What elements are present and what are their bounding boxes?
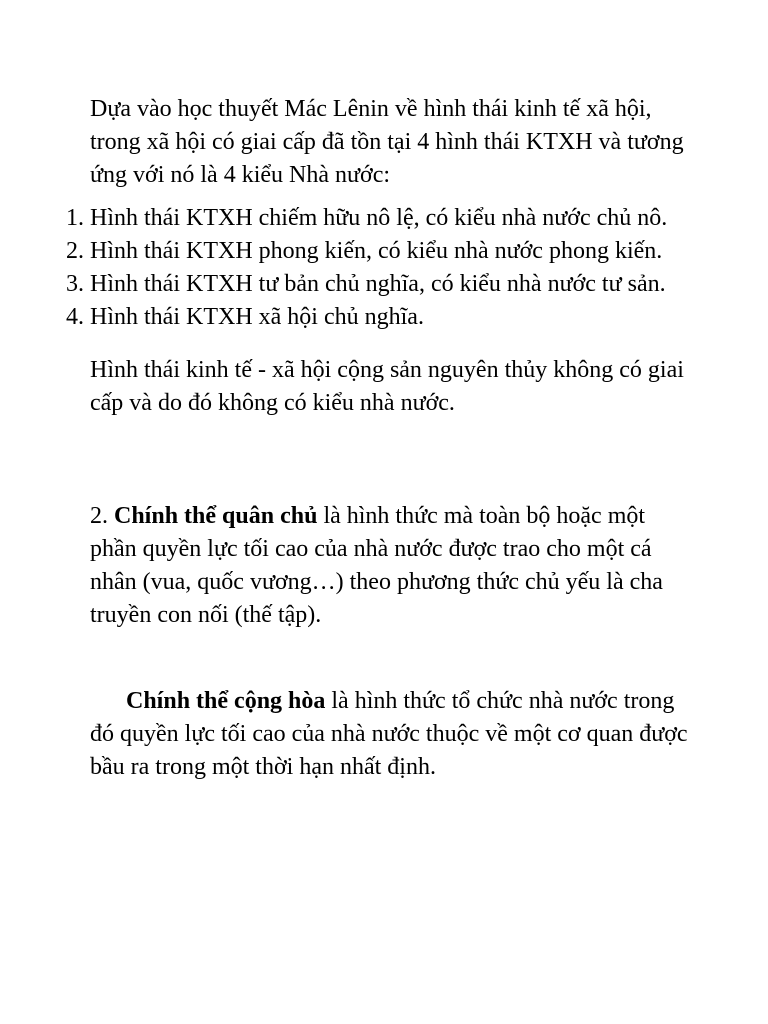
list-number: 1. <box>66 205 84 231</box>
list-number: 4. <box>66 304 84 330</box>
list-item-text: Hình thái KTXH phong kiến, có kiểu nhà nước phong kiến. <box>90 238 663 264</box>
state-types-list <box>66 202 690 334</box>
monarchy-definition: là hình thức mà toàn bộ hoặc một phần quyền lực tối cao của nhà nước được trao cho một cá nhân (vua, quốc vương…) theo phương thức chủ yếu là cha truyền con nối (thế tập). <box>90 503 663 628</box>
republic-paragraph <box>90 685 690 784</box>
republic-term: Chính thể cộng hòa <box>126 688 326 714</box>
list-number: 2. <box>66 238 84 264</box>
intro-paragraph: Dựa vào học thuyết Mác Lênin về hình thái kinh tế xã hội, trong xã hội có giai cấp đã tồn tại 4 hình thái KTXH và tương ứng với nó là 4 kiểu Nhà nước: <box>90 96 684 188</box>
section-number: 2. <box>90 503 114 529</box>
list-item-text: Hình thái KTXH tư bản chủ nghĩa, có kiểu nhà nước tư sản. <box>90 271 666 297</box>
monarchy-term: Chính thể quân chủ <box>114 503 318 529</box>
document-body <box>66 93 690 784</box>
list-item <box>66 235 690 268</box>
list-item <box>66 301 690 334</box>
primitive-society-paragraph: Hình thái kinh tế - xã hội cộng sản nguyên thủy không có giai cấp và do đó không có kiểu nhà nước. <box>90 357 684 416</box>
list-item-text: Hình thái KTXH xã hội chủ nghĩa. <box>90 304 424 330</box>
list-item <box>66 202 690 235</box>
list-item-text: Hình thái KTXH chiếm hữu nô lệ, có kiểu nhà nước chủ nô. <box>90 205 668 231</box>
list-number: 3. <box>66 271 84 297</box>
list-item <box>66 268 690 301</box>
republic-definition: là hình thức tổ chức nhà nước trong đó quyền lực tối cao của nhà nước thuộc về một cơ quan được bầu ra trong một thời hạn nhất định. <box>90 688 688 780</box>
monarchy-paragraph <box>90 500 690 632</box>
